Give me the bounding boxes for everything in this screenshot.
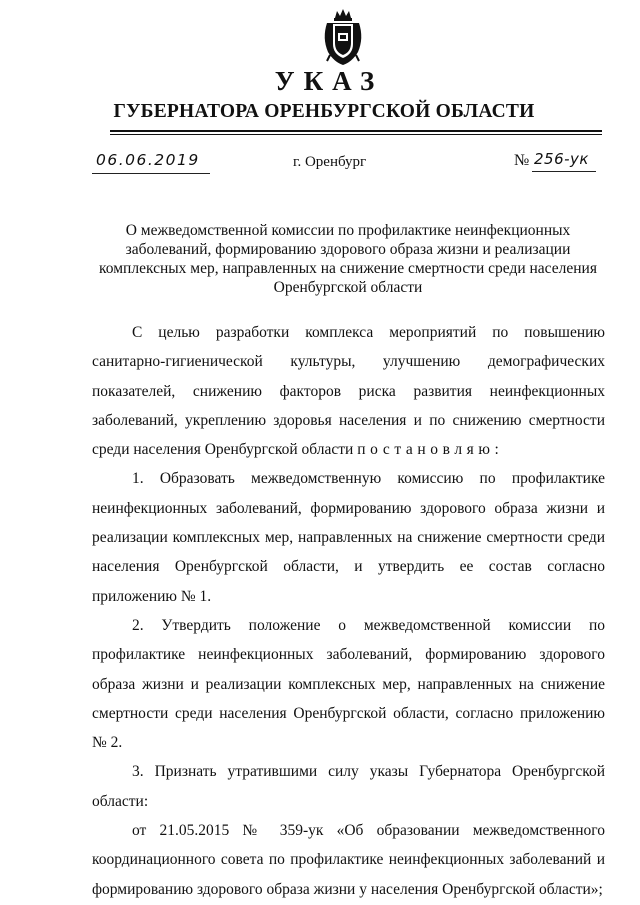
document-subtitle: ГУБЕРНАТОРА ОРЕНБУРГСКОЙ ОБЛАСТИ bbox=[113, 101, 535, 122]
header-rule-thick bbox=[110, 130, 602, 132]
date-underline bbox=[92, 173, 210, 174]
handwritten-date: 06.06.2019 bbox=[96, 151, 200, 169]
document-body bbox=[92, 318, 605, 904]
preamble-paragraph bbox=[92, 318, 605, 464]
header-rule-thin bbox=[110, 134, 602, 135]
paragraph-3-item-1: от 21.05.2015 № 359-ук «Об образовании межведомственного координационного совета по профилактике неинфекционных заболеваний и формированию здорового образа жизни у населения Оренбургской области»; bbox=[92, 822, 605, 898]
handwritten-number: 256-ук bbox=[534, 150, 589, 168]
document-title: УКАЗ bbox=[274, 66, 384, 96]
paragraph-2: 2. Утвердить положение о межведомственной комиссии по профилактике неинфекционных заболеваний, формированию здорового образа жизни и реализации комплексных мер, направленных на снижение смертности среди населения Оренбургской области, согласно приложению № 2. bbox=[92, 616, 605, 752]
paragraph-3: 3. Признать утратившими силу указы Губернатора Оренбургской области: bbox=[92, 763, 605, 810]
preamble-text: С целью разработки комплекса мероприятий по повышению санитарно-гигиенической культуры, улучшению демографических показателей, снижению факторов риска развития неинфекционных заболеваний, укреплению здоровья населения и по снижению смертности среди населения Оренбургской области bbox=[92, 324, 605, 459]
number-label: № bbox=[514, 152, 530, 169]
coat-of-arms-icon bbox=[318, 8, 368, 66]
decree-word: постановляю: bbox=[357, 441, 504, 459]
number-underline bbox=[532, 171, 596, 172]
paragraph-1: 1. Образовать межведомственную комиссию по профилактике неинфекционных заболеваний, формированию здорового образа жизни и реализации комплексных мер, направленных на снижение смертности среди населения Оренбургской области, и утвердить ее состав согласно приложению № 1. bbox=[92, 470, 605, 605]
city-label: г. Оренбург bbox=[293, 154, 367, 170]
document-subject: О межведомственной комиссии по профилактике неинфекционных заболеваний, формированию здорового образа жизни и реализации комплексных мер, направленных на снижение смертности среди населения Оренбургской области bbox=[99, 222, 597, 296]
